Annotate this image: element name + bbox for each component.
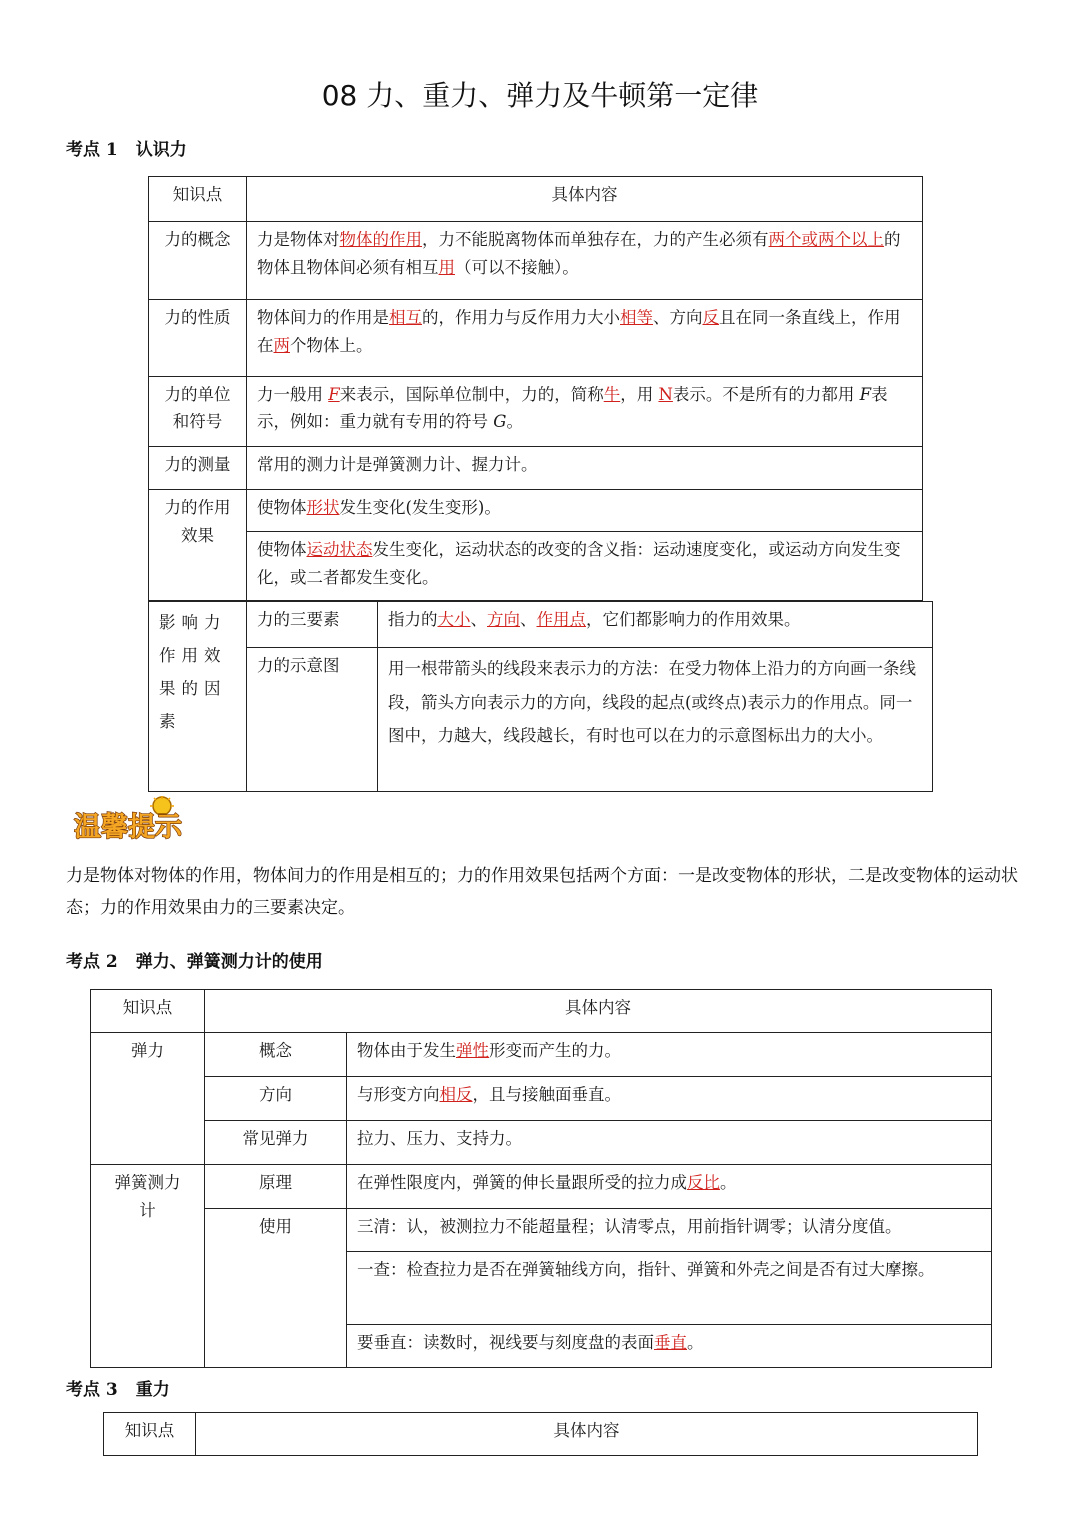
- answer-blank: F: [328, 385, 340, 404]
- answer-blank: N: [658, 385, 673, 404]
- answer-blank: 反: [702, 308, 719, 327]
- answer-blank: 形状: [306, 498, 340, 517]
- lightbulb-icon: [70, 796, 190, 846]
- page-title: 08 力、重力、弹力及牛顿第一定律: [321, 79, 759, 112]
- answer-blank: 大小: [437, 610, 471, 629]
- answer-blank: 相等: [620, 308, 653, 327]
- answer-blank: 弹性: [456, 1041, 489, 1060]
- row-label-spring-scale: 弹簧测力 计: [91, 1165, 205, 1368]
- answer-blank: 两: [273, 336, 290, 355]
- row-content-force-diagram: 用一根带箭头的线段来表示力的方法：在受力物体上沿力的方向画一条线段，箭头方向表示力的方向，线段的起点(或终点)表示力的作用点。同一图中，力越大，线段越长，有时也可以在力的示意图标出力的大小。: [378, 648, 933, 792]
- section-1-factors-table: [148, 601, 933, 792]
- row-label-unit: 力的单位 和符号: [149, 377, 247, 447]
- row-label-three-elements: 力的三要素: [247, 602, 378, 648]
- row-content-elastic-common: 拉力、压力、支持力。: [347, 1121, 992, 1165]
- row-label-measure: 力的测量: [149, 447, 247, 490]
- tip-badge-text: 温馨提示: [74, 812, 182, 843]
- sub-label-common: 常见弹力: [205, 1121, 347, 1165]
- row-content-elastic-concept: 物体由于发生弹性形变而产生的力。: [347, 1033, 992, 1077]
- answer-blank: 垂直: [654, 1333, 687, 1352]
- answer-blank: 作用点: [536, 610, 586, 629]
- answer-blank: 用: [438, 258, 455, 277]
- section-1-heading: [66, 135, 187, 160]
- row-content-principle: 在弹性限度内，弹簧的伸长量跟所受的拉力成反比。: [347, 1165, 992, 1209]
- section-2-heading: [66, 947, 323, 972]
- section-3-table: [103, 1412, 978, 1456]
- col-header-content: 具体内容: [247, 177, 923, 222]
- row-label-effect: 力的作用 效果: [149, 490, 247, 601]
- row-content-unit: 力一般用 F来表示，国际单位制中，力的，简称牛，用 N表示。不是所有的力都用 F表示，例如：重力就有专用的符号 G。: [247, 377, 923, 447]
- row-label-factors: 影响力作用效果的因素: [149, 602, 247, 792]
- answer-blank: 两个或两个以上: [768, 230, 884, 249]
- col-header-content: 具体内容: [205, 990, 992, 1033]
- section-1-table: [148, 176, 923, 601]
- section-3-title: 重力: [135, 1380, 170, 1400]
- section-3-number: 考点 3: [66, 1380, 118, 1400]
- row-content-concept: 力是物体对物体的作用，力不能脱离物体而单独存在，力的产生必须有两个或两个以上的物体且物体间必须有相互用（可以不接触）。: [247, 222, 923, 300]
- answer-blank: 反比: [687, 1173, 720, 1192]
- col-header-topic: 知识点: [91, 990, 205, 1033]
- row-label-nature: 力的性质: [149, 300, 247, 377]
- answer-blank: 物体的作用: [339, 230, 422, 249]
- row-content-three-elements: 指力的大小、方向、作用点，它们都影响力的作用效果。: [378, 602, 933, 648]
- section-2-table: [90, 989, 992, 1368]
- section-1-number: 考点 1: [66, 140, 118, 160]
- row-label-concept: 力的概念: [149, 222, 247, 300]
- row-content-nature: 物体间力的作用是相互的，作用力与反作用力大小相等、方向反且在同一条直线上，作用在两个物体上。: [247, 300, 923, 377]
- answer-blank: 相反: [439, 1085, 473, 1104]
- row-content-effect-shape: 使物体形状发生变化(发生变形)。: [247, 490, 923, 532]
- sub-label-concept: 概念: [205, 1033, 347, 1077]
- answer-blank: 牛: [603, 385, 621, 404]
- row-content-effect-motion: 使物体运动状态发生变化，运动状态的改变的含义指：运动速度变化，或运动方向发生变化，或二者都发生变化。: [247, 532, 923, 601]
- col-header-content: 具体内容: [196, 1413, 978, 1456]
- col-header-topic: 知识点: [104, 1413, 196, 1456]
- section-2-title: 弹力、弹簧测力计的使用: [135, 952, 323, 972]
- answer-blank: 运动状态: [306, 540, 373, 559]
- tip-text: 力是物体对物体的作用，物体间力的作用是相互的；力的作用效果包括两个方面：一是改变物体的形状，二是改变物体的运动状态；力的作用效果由力的三要素决定。: [66, 866, 1018, 918]
- sub-label-principle: 原理: [205, 1165, 347, 1209]
- sub-label-use: 使用: [205, 1209, 347, 1368]
- section-3-heading: [66, 1375, 170, 1400]
- section-1-title: 认识力: [135, 140, 187, 160]
- row-label-force-diagram: 力的示意图: [247, 648, 378, 792]
- tip-badge: [70, 796, 190, 846]
- row-content-use-1: 三清：认，被测拉力不能超量程；认清零点，用前指针调零；认清分度值。: [347, 1209, 992, 1252]
- row-content-use-3: 要垂直：读数时，视线要与刻度盘的表面垂直。: [347, 1325, 992, 1368]
- sub-label-direction: 方向: [205, 1077, 347, 1121]
- answer-blank: 相互: [389, 308, 422, 327]
- section-2-number: 考点 2: [66, 952, 118, 972]
- answer-blank: 方向: [487, 610, 520, 629]
- row-label-elastic: 弹力: [91, 1033, 205, 1165]
- col-header-topic: 知识点: [149, 177, 247, 222]
- row-content-elastic-direction: 与形变方向相反，且与接触面垂直。: [347, 1077, 992, 1121]
- row-content-measure: 常用的测力计是弹簧测力计、握力计。: [247, 447, 923, 490]
- row-content-use-2: 一查：检查拉力是否在弹簧轴线方向，指针、弹簧和外壳之间是否有过大摩擦。: [347, 1252, 992, 1325]
